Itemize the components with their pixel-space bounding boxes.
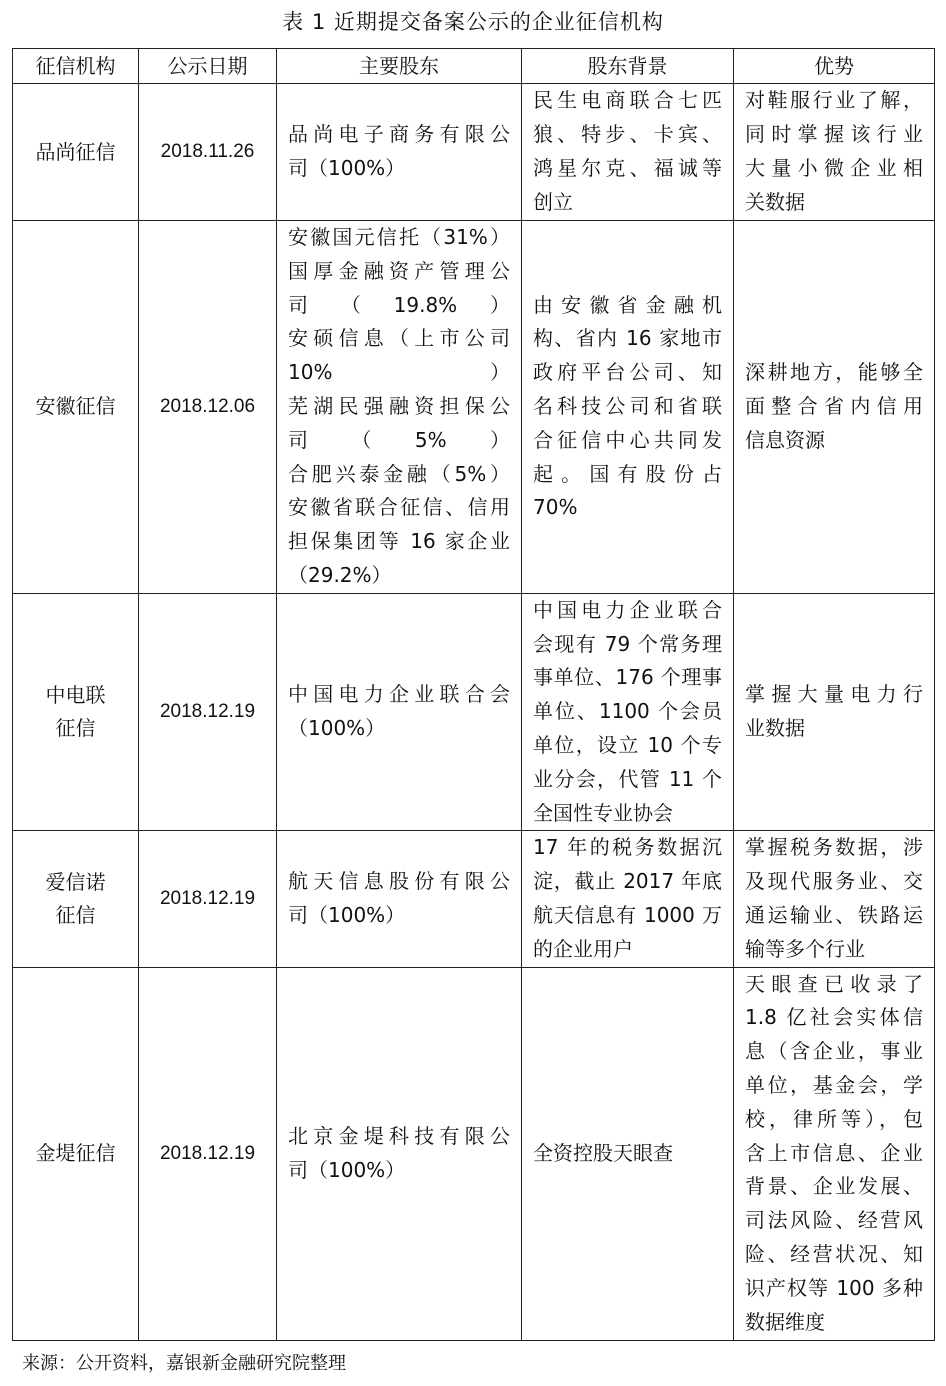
advantage-cell-line: 信息资源 [745, 427, 825, 452]
advantage-cell-line: 掌握税务数据，涉 [745, 835, 923, 860]
institution-cell [13, 831, 139, 967]
advantage-cell-line: 面整合省内信用 [745, 393, 923, 418]
background-cell-line: 全国性专业协会 [533, 800, 673, 825]
institution-cell [13, 221, 139, 594]
shareholders-cell-line: 合肥兴泰金融（5%） [288, 461, 510, 486]
institution-cell-line: 征信 [55, 716, 96, 741]
background-cell-line: 由安徽省金融机 [533, 292, 722, 317]
institution-cell-line: 爱信诺 [45, 869, 106, 894]
background-cell-line: 淀，截止 2017 年底 [533, 869, 722, 894]
institution-cell-line: 安徽征信 [35, 394, 116, 419]
background-cell-line: 17 年的税务数据沉 [533, 835, 722, 860]
advantage-cell [734, 831, 935, 967]
table-row [13, 221, 935, 594]
advantage-cell-line: 息（含企业，事业 [745, 1039, 923, 1064]
shareholders-cell-line: 司（100%） [288, 156, 406, 180]
shareholders-cell-line: 司（100%） [288, 1157, 406, 1182]
advantage-cell-line: 1.8 亿社会实体信 [745, 1005, 923, 1030]
background-cell-line: 单位、1100 个会员 [533, 699, 722, 724]
shareholders-cell-line: 芜湖民强融资担保公 [288, 393, 510, 418]
advantage-cell-line: 背景、企业发展、 [745, 1174, 923, 1199]
advantage-cell-line: 对鞋服行业了解， [745, 88, 923, 113]
header-shareholders: 主要股东 [277, 49, 522, 84]
advantage-cell [734, 593, 935, 831]
advantage-cell [734, 84, 935, 221]
background-cell-line: 民生电商联合七匹 [533, 88, 722, 113]
background-cell-line: 创立 [533, 189, 573, 214]
shareholders-cell-line: （29.2%） [288, 562, 392, 587]
header-background: 股东背景 [522, 49, 734, 84]
background-cell [522, 84, 734, 221]
advantage-cell [734, 221, 935, 594]
institution-cell [13, 593, 139, 831]
shareholders-cell [277, 84, 522, 221]
background-cell-line: 起。国有股份占 [533, 461, 722, 486]
table-body [13, 84, 935, 1341]
shareholders-cell-line: 国厚金融资产管理公 [288, 258, 510, 283]
shareholders-cell-line: 司（19.8%） [288, 292, 510, 317]
table-row [13, 84, 935, 221]
shareholders-cell [277, 967, 522, 1340]
table-row [13, 831, 935, 967]
shareholders-cell-line: 司（100%） [288, 902, 406, 927]
shareholders-cell-line: 安硕信息（上市公司 [288, 326, 510, 351]
institution-cell [13, 84, 139, 221]
background-cell [522, 831, 734, 967]
advantage-cell-line: 关数据 [745, 189, 805, 214]
shareholders-cell-line: 航天信息股份有限公 [288, 869, 510, 894]
table-header-row [13, 49, 935, 84]
advantage-cell-line: 通运输业、铁路运 [745, 902, 923, 927]
date-cell: 2018.12.19 [139, 967, 277, 1340]
shareholders-cell-line: 安徽省联合征信、信用 [288, 495, 510, 520]
advantage-cell-line: 掌握大量电力行 [745, 682, 923, 707]
background-cell-line: 构、省内 16 家地市 [533, 326, 722, 351]
header-advantage: 优势 [734, 49, 935, 84]
date-cell: 2018.12.19 [139, 593, 277, 831]
background-cell-line: 会现有 79 个常务理 [533, 631, 722, 656]
table-caption: 表 1 近期提交备案公示的企业征信机构 [282, 10, 664, 34]
institution-cell-line: 中电联 [45, 683, 106, 708]
table-row [13, 967, 935, 1340]
shareholders-cell-line: 中国电力企业联合会 [288, 682, 510, 707]
advantage-cell-line: 险、经营状况、知 [745, 1242, 923, 1267]
background-cell-line: 70% [533, 495, 578, 520]
advantage-cell-line: 识产权等 100 多种 [745, 1275, 923, 1300]
advantage-cell-line: 业数据 [745, 716, 805, 741]
credit-institutions-table [12, 48, 935, 1341]
background-cell-line: 合征信中心共同发 [533, 427, 722, 452]
advantage-cell-line: 司法风险、经营风 [745, 1208, 923, 1233]
header-institution: 征信机构 [13, 49, 139, 84]
shareholders-cell-line: 安徽国元信托（31%） [288, 225, 510, 249]
date-cell: 2018.12.19 [139, 831, 277, 967]
background-cell-line: 名科技公司和省联 [533, 393, 722, 418]
background-cell-line: 中国电力企业联合 [533, 597, 722, 622]
advantage-cell-line: 深耕地方，能够全 [745, 360, 923, 385]
shareholders-cell [277, 221, 522, 594]
shareholders-cell-line: 司（5%） [288, 427, 510, 452]
advantage-cell [734, 967, 935, 1340]
source-note: 来源：公开资料，嘉银新金融研究院整理 [22, 1353, 346, 1374]
advantage-cell-line: 同时掌握该行业 [745, 122, 923, 147]
shareholders-cell-line: （100%） [288, 716, 386, 741]
background-cell-line: 的企业用户 [533, 936, 633, 961]
background-cell-line: 鸿星尔克、福诚等 [533, 156, 722, 180]
background-cell-line: 业分会，代管 11 个 [533, 766, 722, 791]
background-cell-line: 狼、特步、卡宾、 [533, 122, 722, 147]
shareholders-cell [277, 593, 522, 831]
institution-cell-line: 金堤征信 [35, 1141, 116, 1166]
background-cell-line: 航天信息有 1000 万 [533, 902, 722, 927]
advantage-cell-line: 天眼查已收录了 [745, 971, 923, 996]
shareholders-cell-line: 担保集团等 16 家企业 [288, 529, 510, 554]
background-cell-line: 事单位、176 个理事 [533, 665, 722, 690]
institution-cell [13, 967, 139, 1340]
header-date: 公示日期 [139, 49, 277, 84]
shareholders-cell-line: 北京金堤科技有限公 [288, 1123, 510, 1148]
background-cell [522, 967, 734, 1340]
advantage-cell-line: 输等多个行业 [745, 936, 865, 961]
institution-cell-line: 征信 [55, 902, 96, 927]
advantage-cell-line: 数据维度 [745, 1309, 825, 1334]
advantage-cell-line: 校，律所等），包 [745, 1106, 923, 1131]
advantage-cell-line: 含上市信息、企业 [745, 1140, 923, 1165]
background-cell-line: 全资控股天眼查 [533, 1140, 673, 1165]
background-cell-line: 政府平台公司、知 [533, 360, 722, 385]
advantage-cell-line: 及现代服务业、交 [745, 869, 923, 894]
background-cell-line: 单位，设立 10 个专 [533, 732, 722, 757]
date-cell: 2018.11.26 [139, 84, 277, 221]
shareholders-cell-line: 10%） [288, 360, 510, 385]
institution-cell-line: 品尚征信 [35, 139, 116, 164]
table-row [13, 593, 935, 831]
background-cell [522, 593, 734, 831]
shareholders-cell-line: 品尚电子商务有限公 [288, 122, 510, 147]
advantage-cell-line: 大量小微企业相 [745, 156, 923, 180]
shareholders-cell [277, 831, 522, 967]
advantage-cell-line: 单位，基金会，学 [745, 1073, 923, 1098]
background-cell [522, 221, 734, 594]
date-cell: 2018.12.06 [139, 221, 277, 594]
